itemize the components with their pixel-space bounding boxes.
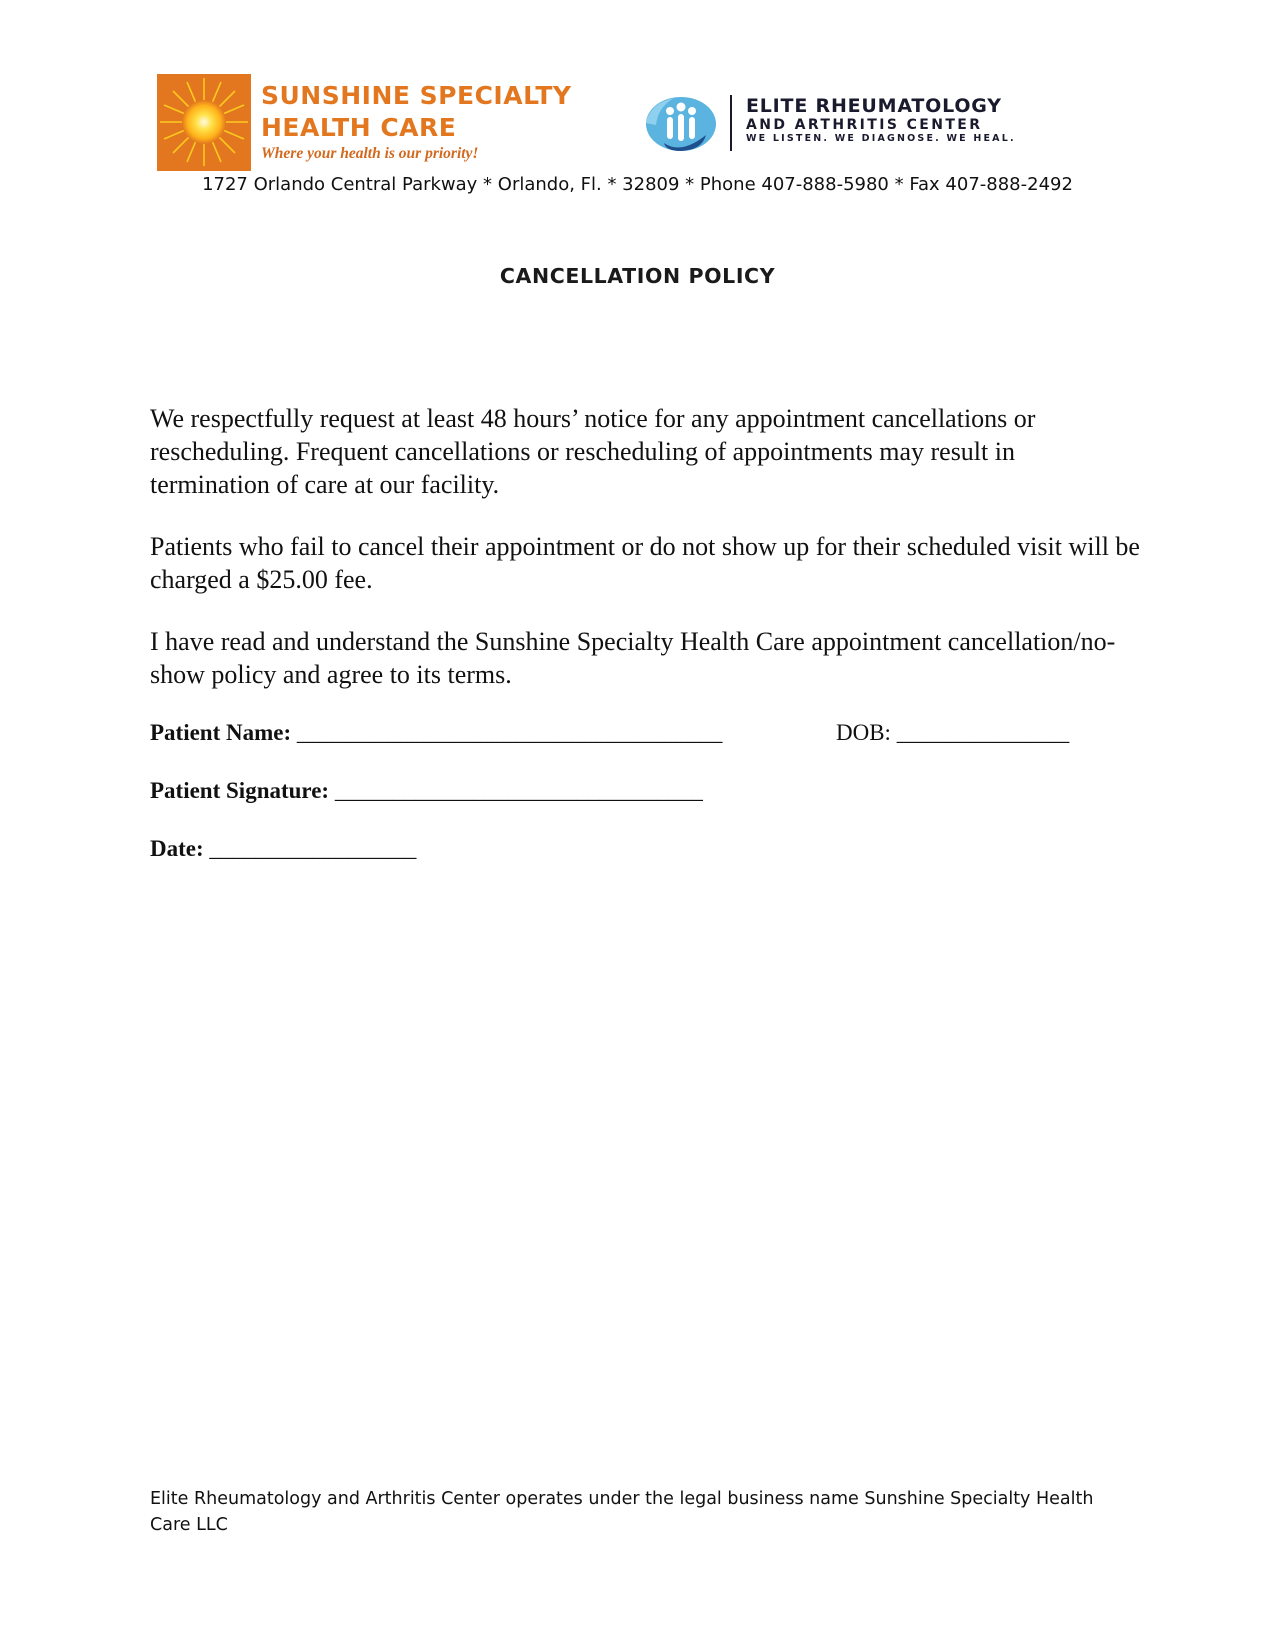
patient-name-field[interactable] [150,720,722,746]
patient-signature-label: Patient Signature: [150,778,330,803]
date-line[interactable]: __________________ [209,836,417,861]
legal-footer: Elite Rheumatology and Arthritis Center operates under the legal business name Sunshine Specialty Health Care LLC [150,1489,1094,1535]
brand-name-line2: HEALTH CARE [261,113,457,142]
patient-name-line[interactable]: _____________________________________ [296,720,723,745]
sunshine-brand-text [261,80,572,164]
page-title: CANCELLATION POLICY [499,264,776,288]
elite-logo [644,93,1064,155]
brand-name-line1: SUNSHINE SPECIALTY [261,81,572,110]
brand-tagline: Where your health is our priority! [261,145,479,162]
policy-body [150,402,1140,720]
patient-name-label: Patient Name: [150,720,292,745]
date-label: Date: [150,836,204,861]
elite-brand-text [746,95,1016,145]
clinic-address: 1727 Orlando Central Parkway * Orlando, Fl. * 32809 * Phone 407-888-5980 * Fax 407-888-2492 [202,174,1073,195]
policy-paragraph-notice: We respectfully request at least 48 hours’ notice for any appointment cancellations or rescheduling. Frequent cancellations or rescheduling of appointments may result in termination of care at our facility. [150,404,1036,499]
elite-name-line2: AND ARTHRITIS CENTER [746,117,983,133]
people-circle-icon [644,95,718,153]
elite-slogan: WE LISTEN. WE DIAGNOSE. WE HEAL. [746,133,1016,144]
sunshine-logo [157,74,597,172]
dob-label: DOB: [836,720,891,745]
patient-signature-line[interactable]: ________________________________ [334,778,703,803]
policy-paragraph-fee: Patients who fail to cancel their appointment or do not show up for their scheduled visit will be charged a $25.00 fee. [150,532,1140,594]
dob-line[interactable]: _______________ [896,720,1070,745]
date-field[interactable] [150,836,416,862]
patient-signature-field[interactable] [150,778,703,804]
sun-icon [157,74,251,171]
dob-field[interactable] [836,720,1069,746]
elite-name-line1: ELITE RHEUMATOLOGY [746,95,1002,117]
logo-divider [730,95,732,151]
policy-paragraph-acknowledgement: I have read and understand the Sunshine Specialty Health Care appointment cancellation/no-show policy and agree to its terms. [150,627,1116,689]
